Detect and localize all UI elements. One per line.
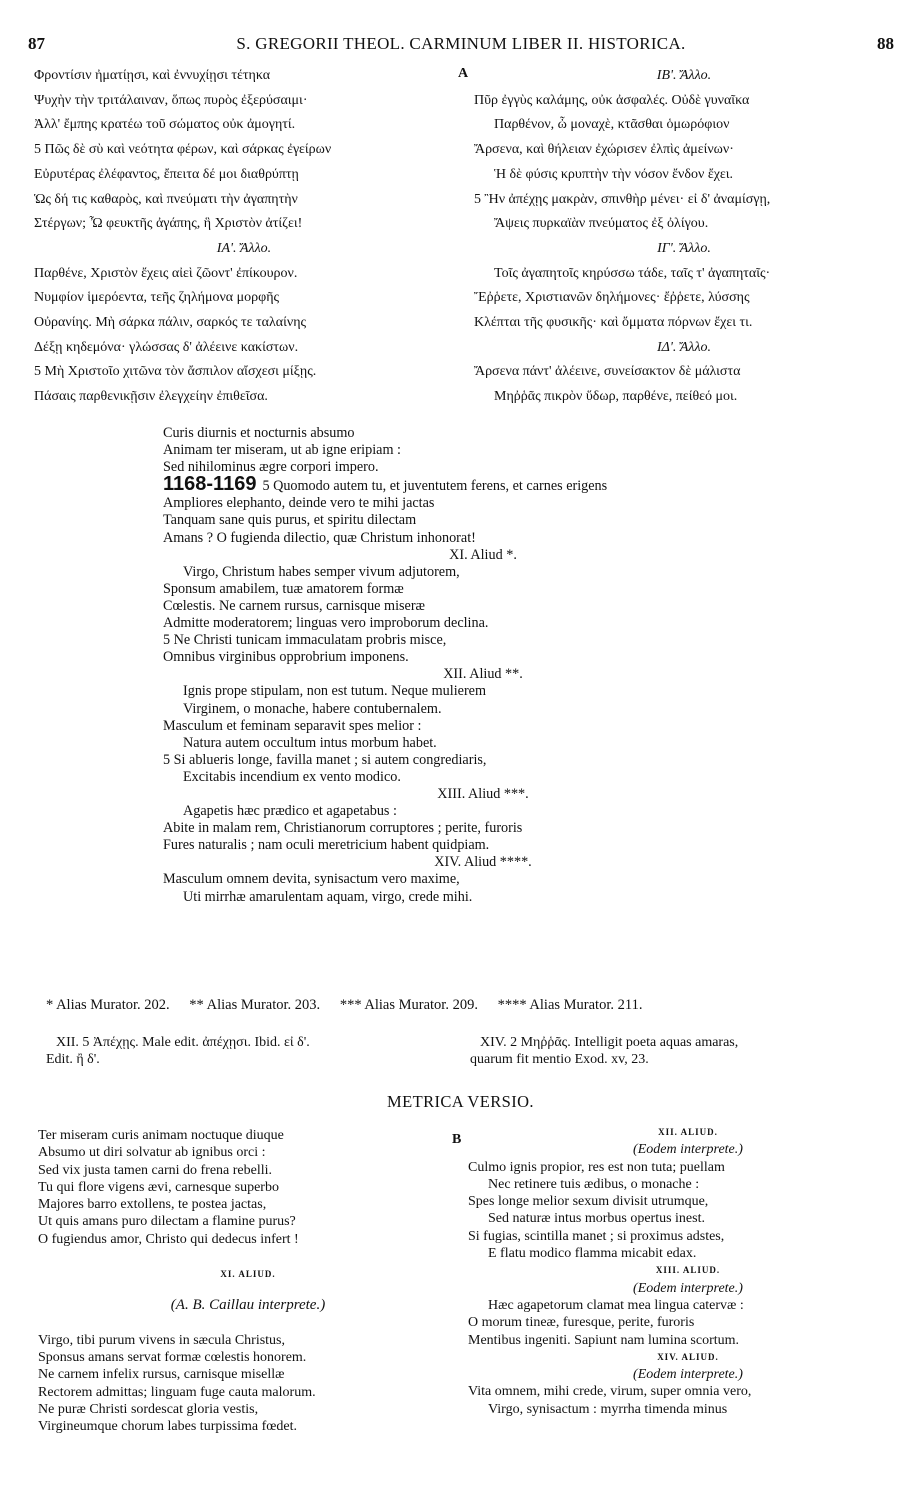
metrica-column-right xyxy=(468,1124,908,1418)
running-title: S. GREGORII THEOL. CARMINUM LIBER II. HISTORICA. xyxy=(236,34,686,53)
greek-line: Εὐρυτέρας ἐλέφαντος, ἔπειτα δέ μοι διαθρύπτῃ xyxy=(34,166,299,182)
section-heading-xi: XI. ALIUD. xyxy=(220,1269,276,1280)
greek-line: Νυμφίον ἱμερόεντα, τεῆς ζηλήμονα μορφῆς xyxy=(34,290,280,306)
latin-translation xyxy=(163,425,803,906)
metrica-versio-title: METRICA VERSIO. xyxy=(387,1092,534,1111)
verse-line: E flatu modico flamma micabit edax. xyxy=(488,1246,697,1262)
verse-line: Si fugias, scintilla manet ; si proximus adstes, xyxy=(468,1228,725,1244)
section-heading: ΙΓ'. Ἄλλο. xyxy=(657,240,711,256)
page-header xyxy=(28,34,894,60)
latin-line: Curis diurnis et nocturnis absumo xyxy=(163,425,355,441)
latin-line: Masculum omnem devita, synisactum vero maxime, xyxy=(163,871,460,888)
greek-line: 5 Πῶς δὲ σὺ καὶ νεότητα φέρων, καὶ σάρκας ἐγείρων xyxy=(34,142,332,158)
verse-line: Rectorem admittas; linguam fuge cauta malorum. xyxy=(38,1384,316,1400)
verse-line: Absumo ut diri solvatur ab ignibus orci : xyxy=(38,1145,266,1161)
section-heading-xii: XII. Aliud **. xyxy=(443,666,523,683)
verse-line: O morum tineæ, furesque, perite, furoris xyxy=(468,1315,695,1331)
greek-line: Ἀλλ' ἔμπης κρατέω τοῦ σώματος οὐκ ἀμογητί. xyxy=(34,117,296,133)
greek-line: 5 Μὴ Χριστοῖο χιτῶνα τὸν ἄσπιλον αἴσχεσι μίξῃς. xyxy=(34,364,317,380)
latin-line: Agapetis hæc prædico et agapetabus : xyxy=(183,803,397,820)
section-heading: ΙΒ'. Ἄλλο. xyxy=(656,68,712,83)
greek-line: Πῦρ ἐγγὺς καλάμης, οὐκ ἀσφαλές. Οὐδὲ γυναῖκα xyxy=(474,92,750,108)
verse-line: Mentibus ingeniti. Sapiunt nam lumina scortum. xyxy=(468,1332,740,1348)
greek-line: Φροντίσιν ἠματίῃσι, καὶ ἐννυχίῃσι τέτηκα xyxy=(34,68,271,83)
verse-line: Ne puræ Christi sordescat gloria vestis, xyxy=(38,1401,259,1417)
latin-line: Masculum et feminam separavit spes melior : xyxy=(163,717,422,734)
column-marker-b: B xyxy=(452,1132,462,1147)
verse-line: Ter miseram curis animam noctuque diuque xyxy=(38,1128,284,1143)
verse-line: Nec retinere tuis ædibus, o monache : xyxy=(488,1176,700,1192)
latin-line-text: 5 Quomodo autem tu, et juventutem ferens, et carnes erigens xyxy=(262,478,608,495)
page-number-left: 87 xyxy=(28,34,45,53)
latin-line: Abite in malam rem, Christianorum corruptores ; perite, furoris xyxy=(163,820,523,837)
latin-line: Animam ter miseram, ut ab igne eripiam : xyxy=(163,442,401,459)
greek-line: Κλέπται τῆς φυσικῆς· καὶ ὄμματα πόρνων ἔχει τι. xyxy=(474,315,753,331)
latin-line: Sed nihilominus ægre corpori impero. xyxy=(163,459,379,476)
latin-line: Tanquam sane quis purus, et spiritu dilectam xyxy=(163,512,417,529)
latin-line: Natura autem occultum intus morbum habet. xyxy=(183,734,437,751)
latin-line: Uti mirrhæ amarulentam aquam, virgo, crede mihi. xyxy=(183,888,473,905)
footnote: ** Alias Murator. 203. xyxy=(189,997,321,1013)
latin-line: Admitte moderatorem; linguas vero improborum declina. xyxy=(163,615,489,632)
verse-line: Vita omnem, mihi crede, virum, super omnia vero, xyxy=(468,1384,752,1400)
latin-line: Ampliores elephanto, deinde vero te mihi jactas xyxy=(163,495,435,512)
greek-line: Ὡς δή τις καθαρὸς, καὶ πνεύματι τὴν ἀγαπητὴν xyxy=(34,191,298,207)
verse-line: Sed vix justa tamen carni do frena rebelli. xyxy=(38,1162,273,1178)
verse-line: Virgo, tibi purum vivens in sæcula Christus, xyxy=(38,1332,286,1348)
latin-line: Sponsum amabilem, tuæ amatorem formæ xyxy=(163,580,404,597)
latin-line: Virginem, o monache, habere contubernalem. xyxy=(183,700,442,717)
critical-line: quarum fit mentio Exod. xv, 23. xyxy=(470,1052,649,1067)
verse-line: Virgineumque chorum labes turpissima fœdet. xyxy=(38,1419,298,1435)
verse-line: Ne carnem infelix rursus, carnisque misellæ xyxy=(38,1367,285,1383)
section-heading-xiv: XIV. ALIUD. xyxy=(657,1351,719,1362)
latin-line: Virgo, Christum habes semper vivum adjutorem, xyxy=(183,563,460,580)
interpreter-note: (A. B. Caillau interprete.) xyxy=(170,1297,326,1314)
greek-line: 5 Ἢν ἀπέχῃς μακρὰν, σπινθὴρ μένει· εἰ δ' ἀναμίσγῃ, xyxy=(474,191,771,207)
latin-line: Amans ? O fugienda dilectio, quæ Christum inhonorat! xyxy=(163,529,476,546)
section-heading-xii: XII. ALIUD. xyxy=(658,1127,718,1137)
latin-line: Omnibus virginibus opprobrium imponens. xyxy=(163,649,409,666)
verse-line: Sponsus amans servat formæ cœlestis honorem. xyxy=(38,1349,307,1365)
verse-line: O fugiendus amor, Christo qui dedecus infert ! xyxy=(38,1231,299,1247)
greek-column-right xyxy=(474,64,894,410)
greek-line: Μηῤῥᾶς πικρὸν ὕδωρ, παρθένε, πείθεό μοι. xyxy=(494,389,738,405)
greek-line: Πάσαις παρθενικῇσιν ἐλεγχείην ἐπιθεῖσα. xyxy=(34,389,268,405)
greek-line: Ἄρσενα πάντ' ἀλέεινε, συνείσακτον δὲ μάλιστα xyxy=(474,364,741,380)
verse-line: Sed naturæ intus morbus opertus inest. xyxy=(488,1211,705,1227)
greek-line: Ἡ δὲ φύσις κρυπτὴν τὴν νόσον ἔνδον ἔχει. xyxy=(494,166,734,182)
section-heading-xi: XI. Aliud *. xyxy=(449,546,517,563)
footnotes xyxy=(46,997,906,1014)
greek-line: Οὐρανίης. Μὴ σάρκα πάλιν, σαρκός τε ταλαίνης xyxy=(34,315,307,331)
footnote: * Alias Murator. 202. xyxy=(46,997,170,1013)
critical-line: XIV. 2 Μηῤῥᾶς. Intelligit poeta aquas amaras, xyxy=(480,1035,739,1050)
latin-line: Ignis prope stipulam, non est tutum. Neque mulierem xyxy=(183,683,487,700)
verse-line: Tu qui flore vigens ævi, carnesque superbo xyxy=(38,1179,279,1195)
verse-line: Hæc agapetorum clamat mea lingua catervæ : xyxy=(488,1297,744,1313)
latin-line: Fures naturalis ; nam oculi meretricium habent quidpiam. xyxy=(163,837,490,854)
greek-line: Παρθένε, Χριστὸν ἔχεις αἰεὶ ζῶοντ' ἐπίκουρον. xyxy=(34,265,298,281)
greek-line: Ψυχὴν τὴν τριτάλαιναν, ὅπως πυρὸς ἐξερύσαιμι· xyxy=(34,92,308,108)
greek-line: Παρθένον, ὦ μοναχὲ, κτᾶσθαι ὁμωρόφιον xyxy=(494,117,730,133)
verse-line: Spes longe melior sexum divisit utrumque, xyxy=(468,1194,709,1210)
greek-column-left xyxy=(34,64,454,410)
section-heading: ΙΔ'. Ἄλλο. xyxy=(656,339,712,355)
greek-line: Δέξῃ κηδεμόνα· γλώσσας δ' ἀλέεινε κακίστων. xyxy=(34,339,299,355)
greek-line: Στέργων; Ὦ φευκτῆς ἀγάπης, ἣ Χριστὸν ἀτίζει! xyxy=(34,216,303,232)
column-marker-a: A xyxy=(458,66,469,81)
interpreter-note: (Eodem interprete.) xyxy=(633,1367,743,1383)
footnote: *** Alias Murator. 209. xyxy=(339,997,478,1013)
greek-line: Τοῖς ἀγαπητοῖς κηρύσσω τάδε, ταῖς τ' ἀγαπηταῖς· xyxy=(494,265,771,281)
verse-line: Ut quis amans puro dilectam a flamine purus? xyxy=(38,1214,296,1230)
metrica-column-left xyxy=(38,1127,458,1435)
verse-line: Majores barro extollens, te postea jactas, xyxy=(38,1197,267,1213)
interpreter-note: (Eodem interprete.) xyxy=(633,1142,743,1158)
greek-line: Ἔῤῥετε, Χριστιανῶν δηλήμονες· ἔῤῥετε, λύσσης xyxy=(474,290,750,306)
latin-line: Excitabis incendium ex vento modico. xyxy=(183,768,401,785)
verse-line: Culmo ignis propior, res est non tuta; puellam xyxy=(468,1159,725,1175)
critical-line: Edit. ἢ δ'. xyxy=(46,1052,100,1067)
interpreter-note: (Eodem interprete.) xyxy=(633,1280,743,1296)
critical-line: XII. 5 Ἀπέχῃς. Male edit. ἀπέχῃσι. Ibid. εἰ δ'. xyxy=(56,1035,310,1050)
section-heading-xiv: XIV. Aliud ****. xyxy=(434,854,532,871)
verse-line: Virgo, synisactum : myrrha timenda minus xyxy=(488,1401,728,1417)
column-number: 1168-1169 xyxy=(163,473,257,496)
latin-line: 5 Ne Christi tunicam immaculatam probris misce, xyxy=(163,632,447,649)
section-heading-xiii: XIII. Aliud ***. xyxy=(437,785,529,802)
critical-note-right xyxy=(470,1034,900,1068)
section-heading-xiii: XIII. ALIUD. xyxy=(655,1265,721,1276)
critical-note-left xyxy=(46,1034,466,1068)
page-number-right: 88 xyxy=(877,34,894,53)
greek-line: Ἄρσενα, καὶ θήλειαν ἐχώρισεν ἐλπὶς ἀμείνων· xyxy=(474,142,734,158)
latin-line-with-column-number xyxy=(163,473,803,496)
footnote: **** Alias Murator. 211. xyxy=(497,997,643,1013)
latin-line: Cœlestis. Ne carnem rursus, carnisque miseræ xyxy=(163,597,426,614)
latin-line: 5 Si ablueris longe, favilla manet ; si autem congrediaris, xyxy=(163,751,487,768)
section-heading: ΙΑ'. Ἄλλο. xyxy=(216,240,272,256)
greek-line: Ἄψεις πυρκαϊὰν πνεύματος ἐξ ὀλίγου. xyxy=(494,216,709,232)
